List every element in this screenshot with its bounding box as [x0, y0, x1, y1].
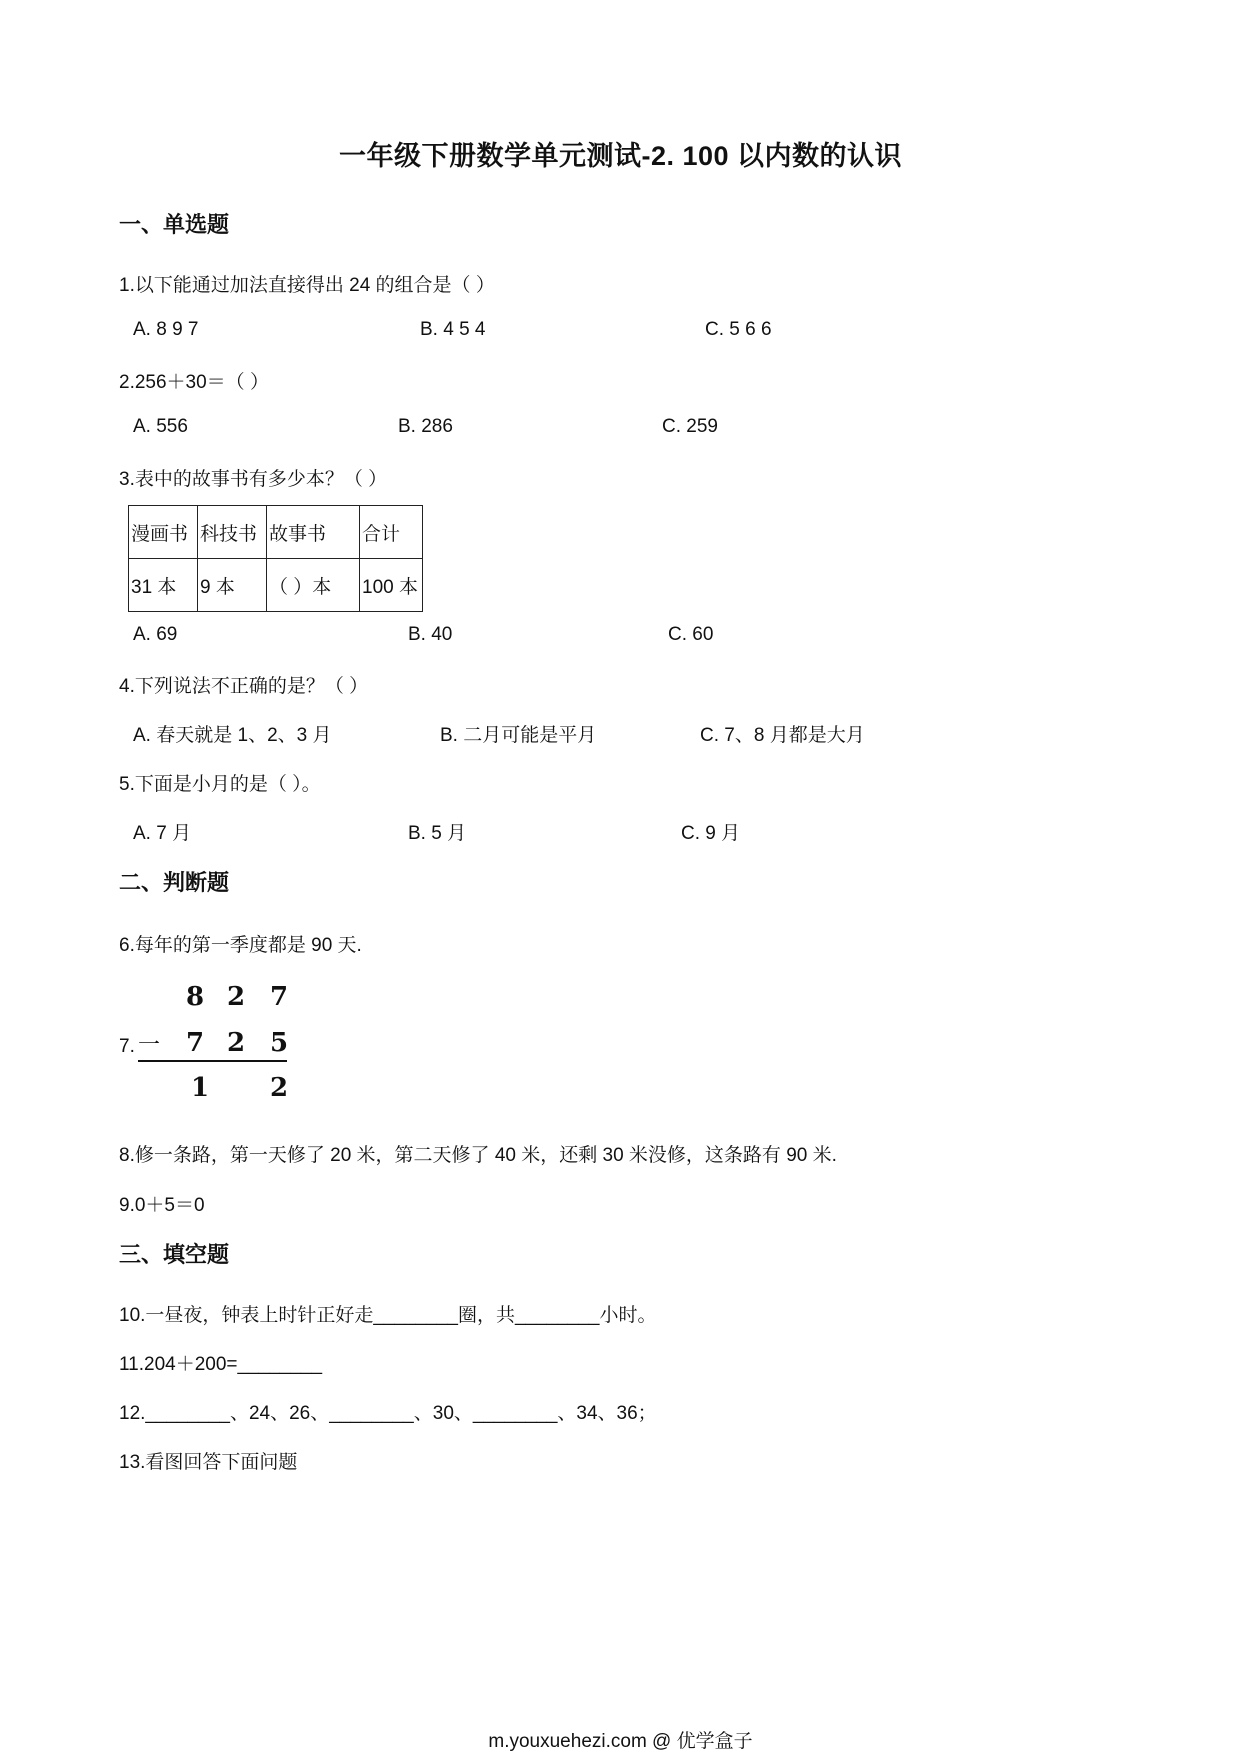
question-10: 10.一昼夜，钟表上时针正好走________圈，共________小时。 — [119, 1305, 657, 1326]
table-row — [129, 559, 423, 612]
question-4: 4.下列说法不正确的是？（ ） — [119, 676, 369, 697]
question-7-label: 7. — [119, 1036, 135, 1057]
digit: 2 — [270, 1073, 289, 1103]
digit: 8 — [186, 982, 205, 1012]
question-1-option-c: C. 5 6 6 — [705, 319, 772, 340]
table-header-cell: 科技书 — [198, 506, 267, 559]
question-1: 1.以下能通过加法直接得出 24 的组合是（ ） — [119, 275, 495, 296]
question-3: 3.表中的故事书有多少本？（ ） — [119, 469, 388, 490]
question-4-option-c: C. 7、8 月都是大月 — [700, 725, 865, 746]
section-heading-fill-blank: 三、填空题 — [119, 1242, 230, 1267]
section-heading-single-choice: 一、单选题 — [119, 212, 230, 237]
question-3-option-c: C. 60 — [668, 624, 714, 645]
table-cell: （ ）本 — [267, 559, 360, 612]
section-heading-true-false: 二、判断题 — [119, 870, 230, 895]
digit: 2 — [227, 982, 246, 1012]
table-header-cell: 合计 — [360, 506, 423, 559]
footer-watermark: m.youxuehezi.com @ 优学盒子 — [488, 1731, 753, 1752]
question-2-option-b: B. 286 — [398, 416, 453, 437]
table-cell: 31 本 — [129, 559, 198, 612]
question-6: 6.每年的第一季度都是 90 天. — [119, 935, 362, 956]
digit: 7 — [270, 982, 289, 1012]
question-5-option-a: A. 7 月 — [133, 823, 192, 844]
question-2-option-c: C. 259 — [662, 416, 718, 437]
table-cell: 9 本 — [198, 559, 267, 612]
question-2: 2.256＋30＝（ ） — [119, 372, 269, 393]
minus-sign: 一 — [138, 1033, 161, 1058]
question-4-option-a: A. 春天就是 1、2、3 月 — [133, 725, 332, 746]
table-header-row — [129, 506, 423, 559]
question-5: 5.下面是小月的是（ ）。 — [119, 774, 321, 795]
table-header-cell: 故事书 — [267, 506, 360, 559]
books-table — [128, 505, 423, 612]
question-5-option-c: C. 9 月 — [681, 823, 741, 844]
question-4-option-b: B. 二月可能是平月 — [440, 725, 597, 746]
question-11: 11.204＋200=________ — [119, 1354, 323, 1375]
question-1-option-a: A. 8 9 7 — [133, 319, 199, 340]
question-3-option-b: B. 40 — [408, 624, 453, 645]
digit: 7 — [186, 1028, 205, 1058]
question-13: 13.看图回答下面问题 — [119, 1452, 298, 1473]
table-header-cell: 漫画书 — [129, 506, 198, 559]
subtraction-rule — [138, 1060, 287, 1062]
question-5-option-b: B. 5 月 — [408, 823, 467, 844]
question-12: 12.________、24、26、________、30、________、34、36； — [119, 1403, 657, 1424]
question-2-option-a: A. 556 — [133, 416, 188, 437]
digit: 5 — [270, 1028, 289, 1058]
digit: 1 — [191, 1073, 210, 1103]
question-9: 9.0＋5＝0 — [119, 1195, 205, 1216]
digit: 2 — [227, 1028, 246, 1058]
question-8: 8.修一条路，第一天修了 20 米，第二天修了 40 米，还剩 30 米没修，这条路有 90 米. — [119, 1145, 837, 1166]
table-cell: 100 本 — [360, 559, 423, 612]
question-3-option-a: A. 69 — [133, 624, 178, 645]
page-title: 一年级下册数学单元测试-2. 100 以内数的认识 — [338, 141, 903, 171]
question-1-option-b: B. 4 5 4 — [420, 319, 486, 340]
